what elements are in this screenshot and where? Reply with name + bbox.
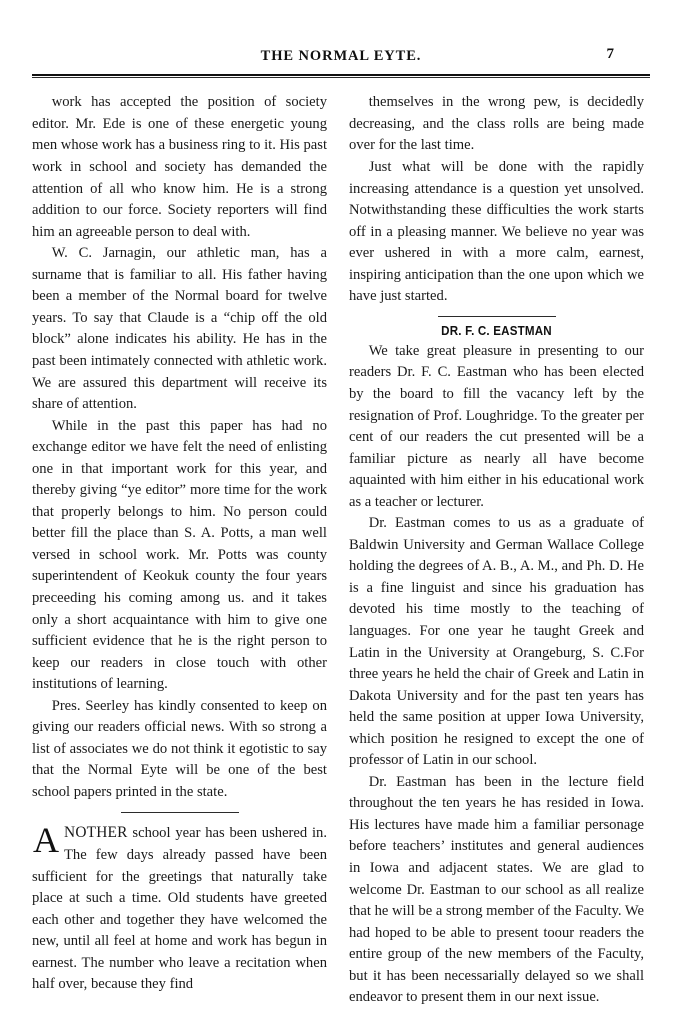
dropcap-smallcaps-word: NOTHER xyxy=(64,824,128,842)
right-column xyxy=(349,92,644,1006)
left-column xyxy=(32,92,327,993)
drop-cap-letter: A xyxy=(33,820,59,861)
paragraph: We take great pleasure in presenting to our readers Dr. F. C. Eastman who has been elected by the board to fill the vacancy left by the resignation of Prof. Loughridge. To the greater per cent of our readers the cut presented will be a familiar picture as nearly all have become aquainted with him either in his educational work as a teacher or lecturer. xyxy=(349,342,644,510)
paragraph: While in the past this paper has had no exchange editor we have felt the need of enlisting one in that important work for this year, and thereby giving “ye editor” more time for the work that properly belongs to him. No person could better fill the place than S. A. Potts, a man well versed in school work. Mr. Potts was county superintendent of Keokuk county the four years preceeding his coming among us. and it takes only a short acquaintance with him to give one sufficient evidence that he is the right person to keep our readers in close touch with other institutions of learning. xyxy=(32,417,327,693)
paragraph: Dr. Eastman comes to us as a graduate of Baldwin University and German Wallace College holding the degrees of A. B., A. M., and Ph. D. He is a fine linguist and since his graduation has devoted his time mostly to the teaching of languages. For one year he taught Greek and Latin in the University at Orangeburg, S. C.For three years he held the chair of Greek and Latin in Dakota University and for the past ten years has held the same position at upper Iowa University, which position he resigned to except the one of professor of Latin in our school. xyxy=(349,515,644,769)
page-number: 7 xyxy=(606,46,614,62)
dropcap-paragraph xyxy=(32,822,327,995)
section-divider xyxy=(121,812,239,813)
paragraph: work has accepted the position of society editor. Mr. Ede is one of these energetic young men whose work has a business ring to it. His past work in school and society has demanded the attention of all who know him. He is a strong addition to our force. Society reporters will find him an agreeable person to deal with. xyxy=(32,94,327,240)
paragraph: W. C. Jarnagin, our athletic man, has a surname that is familiar to all. His father having been a member of the Normal board for twelve years. To say that Claude is a “chip off the old block” alone indicates his ability. He has in the past been intimately connected with athletic work. We are assured this department will receive its share of attention. xyxy=(32,245,327,413)
running-head xyxy=(32,46,650,72)
header-rule-thick xyxy=(32,74,650,78)
dropcap-body-text: school year has been ushered in. The few days already passed have been sufficient for the greetings that naturally take place at such a time. Old students have greeted each other and together they have welcomed the new, until all feel at home and work has begun in earnest. The number who leave a recitation when half over, because they find xyxy=(32,825,327,993)
header-rule-thin xyxy=(32,77,650,78)
paragraph: Just what will be done with the rapidly increasing attendance is a question yet unsolved. Notwithstanding these difficulties the work starts off in a pleasing manner. We believe no year was ever ushered in with a more calm, earnest, inspiring anticipation than the one upon which we have just started. xyxy=(349,159,644,305)
publication-title: THE NORMAL EYTE. xyxy=(260,48,422,64)
paragraph: Dr. Eastman has been in the lecture field throughout the ten years he has resided in Iowa. His lectures have made him a familiar personage before teachers’ institutes and general audiences in Iowa and adjacent states. We are glad to welcome Dr. Eastman to our school as all realize that he will be a strong member of the Faculty. We had hoped to be able to present toour readers the entire group of the new members of the Faculty, but it has been necessarially delayed so we shall endeavor to present them in our next issue. xyxy=(349,773,644,1006)
column-container xyxy=(32,92,650,1006)
paragraph: themselves in the wrong pew, is decidedly decreasing, and the class rolls are being made over for the last time. xyxy=(349,94,644,154)
paragraph: Pres. Seerley has kindly consented to keep on giving our readers official news. With so strong a list of associates we do not think it egotistic to say that the Normal Eyte will be one of the best school papers printed in the state. xyxy=(32,697,327,800)
section-heading: DR. F. C. EASTMAN xyxy=(441,323,552,338)
section-divider xyxy=(438,316,556,317)
